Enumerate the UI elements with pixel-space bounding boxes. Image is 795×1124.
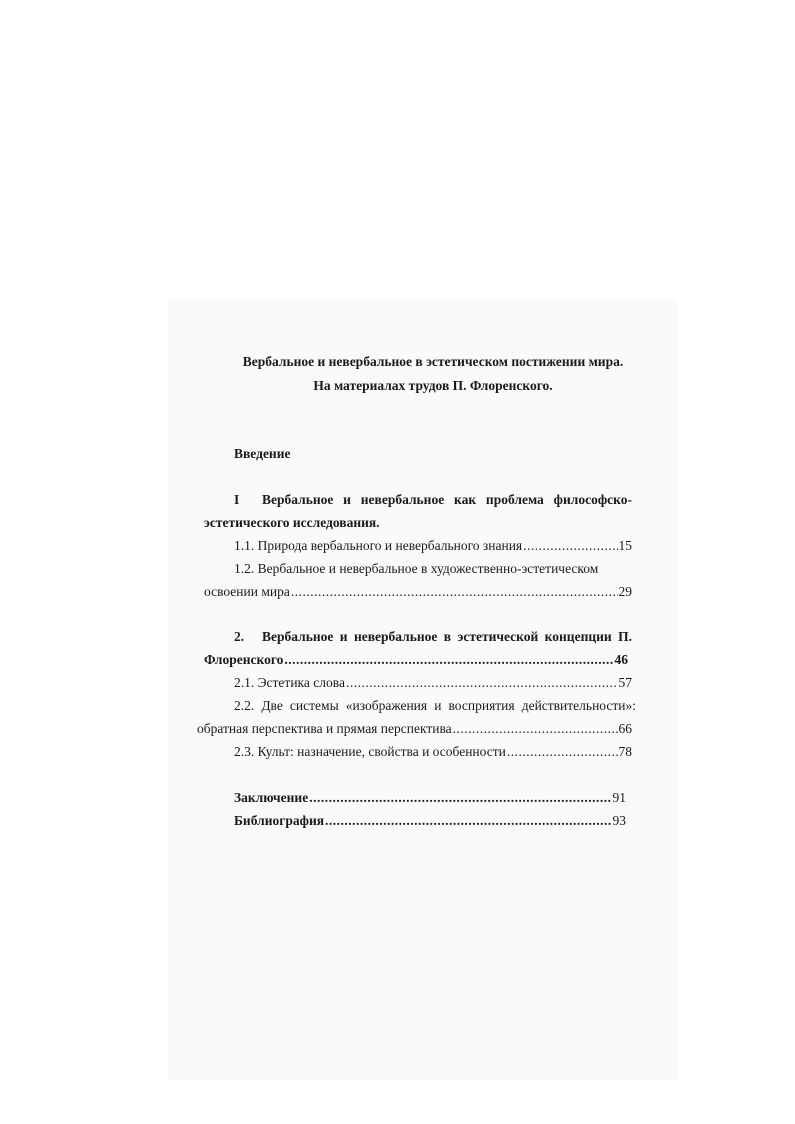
- dot-leader: [453, 721, 618, 737]
- toc-conclusion-label: Заключение: [234, 790, 309, 805]
- document-title-line1: Вербальное и невербальное в эстетическом постижении мира.: [242, 354, 624, 369]
- dot-leader: [284, 652, 613, 668]
- toc-item-1-2: [204, 584, 632, 600]
- toc-item-2-1-page: 57: [618, 675, 632, 690]
- toc-item-1-2-line1: 1.2. Вербальное и невербальное в художественно-эстетическом: [234, 561, 599, 576]
- section2-page: 46: [614, 652, 628, 667]
- toc-item-2-2-line1: 2.2. Две системы «изображения и восприятия действительности»:: [234, 698, 636, 713]
- toc-intro: Введение: [234, 446, 291, 461]
- toc-item-1-1: [234, 538, 632, 554]
- dot-leader: [291, 584, 618, 600]
- toc-item-2-3: [234, 744, 632, 760]
- dot-leader: [309, 790, 611, 806]
- section1-heading-line1: Вербальное и невербальное как проблема философско-: [262, 492, 632, 507]
- section2-number: 2.: [234, 629, 245, 644]
- section1-number: I: [234, 492, 240, 507]
- toc-bibliography: [234, 813, 626, 829]
- document-title-line2: На материалах трудов П. Флоренского.: [313, 378, 553, 393]
- toc-bibliography-page: 93: [612, 813, 626, 828]
- dot-leader: [507, 744, 618, 760]
- toc-item-1-2-page: 29: [618, 584, 632, 599]
- toc-item-2-2-label: обратная перспектива и прямая перспектива: [197, 721, 452, 736]
- toc-item-2-2-page: 66: [618, 721, 632, 736]
- section2-heading-line1: Вербальное и невербальное в эстетической концепции П.: [262, 629, 632, 644]
- toc-section-2: [204, 652, 628, 668]
- dot-leader: [523, 538, 617, 554]
- toc-conclusion-page: 91: [612, 790, 626, 805]
- toc-bibliography-label: Библиография: [234, 813, 325, 828]
- toc-item-2-1-label: 2.1. Эстетика слова: [234, 675, 345, 690]
- toc-item-1-1-label: 1.1. Природа вербального и невербального знания: [234, 538, 523, 553]
- toc-item-1-2-label: освоении мира: [204, 584, 290, 599]
- toc-item-1-1-page: 15: [618, 538, 632, 553]
- section2-heading-line2: Флоренского: [204, 652, 284, 667]
- dot-leader: [346, 675, 618, 691]
- dot-leader: [325, 813, 611, 829]
- section1-heading-line2: эстетического исследования.: [204, 515, 380, 530]
- toc-item-2-3-label: 2.3. Культ: назначение, свойства и особенности: [234, 744, 506, 759]
- toc-item-2-2: [197, 721, 632, 737]
- toc-item-2-3-page: 78: [618, 744, 632, 759]
- toc-item-2-1: [234, 675, 632, 691]
- toc-conclusion: [234, 790, 626, 806]
